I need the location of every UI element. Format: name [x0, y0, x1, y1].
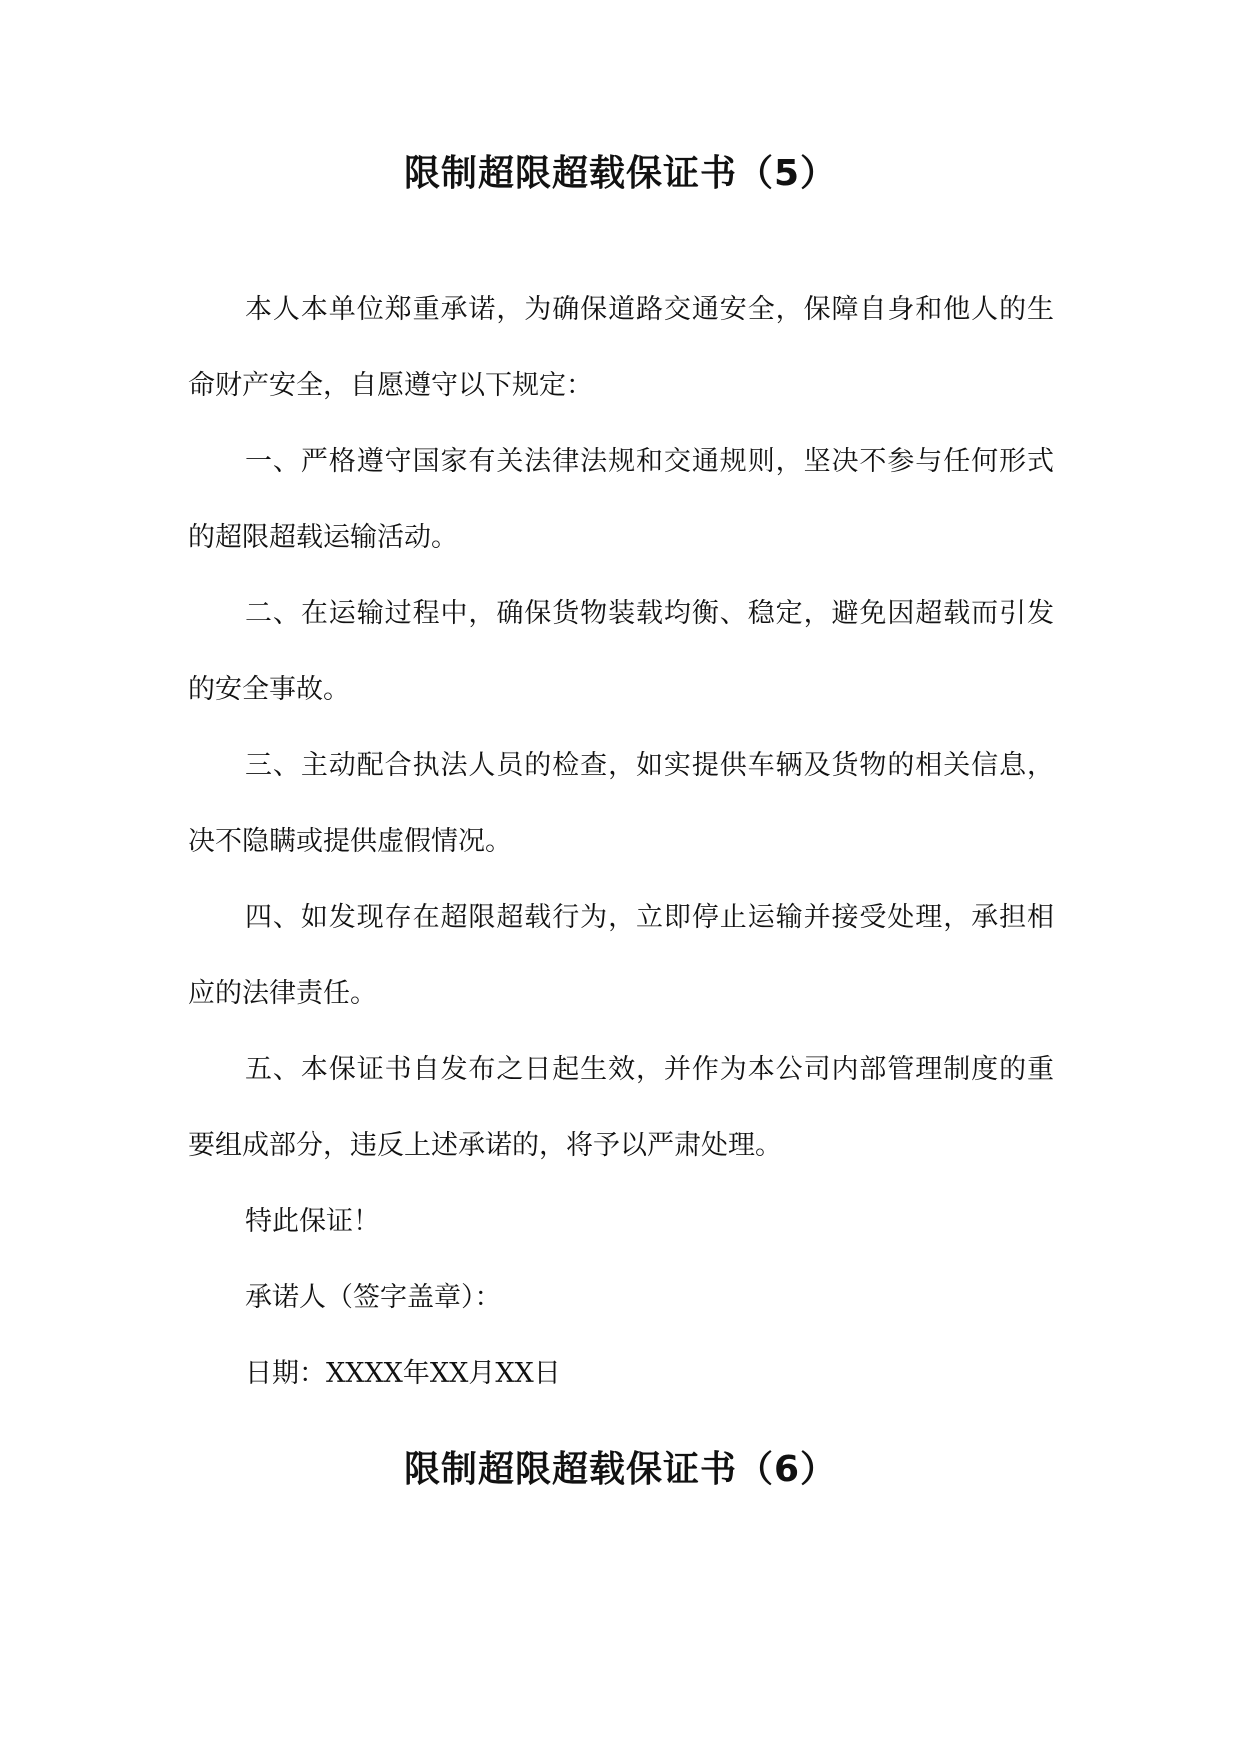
document-title: 限制超限超载保证书（5） [403, 153, 838, 194]
signature-label: 承诺人（签字盖章）： [245, 1282, 502, 1313]
next-document-title: 限制超限超载保证书（6） [403, 1449, 838, 1490]
closing-line: 特此保证！ [245, 1206, 380, 1237]
clause-4-paragraph: 四、如发现存在超限超载行为，立即停止运输并接受处理，承担相应的法律责任。 [188, 902, 1054, 1009]
date-line: 日期：XXXX年XX月XX日 [245, 1358, 561, 1389]
clause-3-paragraph: 三、主动配合执法人员的检查，如实提供车辆及货物的相关信息，决不隐瞒或提供虚假情况。 [188, 750, 1054, 857]
clause-5-paragraph: 五、本保证书自发布之日起生效，并作为本公司内部管理制度的重要组成部分，违反上述承诺的，将予以严肃处理。 [188, 1054, 1054, 1161]
document-body [188, 272, 1054, 1412]
intro-paragraph: 本人本单位郑重承诺，为确保道路交通安全，保障自身和他人的生命财产安全，自愿遵守以下规定： [188, 294, 1054, 401]
clause-1-paragraph: 一、严格遵守国家有关法律法规和交通规则，坚决不参与任何形式的超限超载运输活动。 [188, 446, 1054, 553]
clause-2-paragraph: 二、在运输过程中，确保货物装载均衡、稳定，避免因超载而引发的安全事故。 [188, 598, 1054, 705]
